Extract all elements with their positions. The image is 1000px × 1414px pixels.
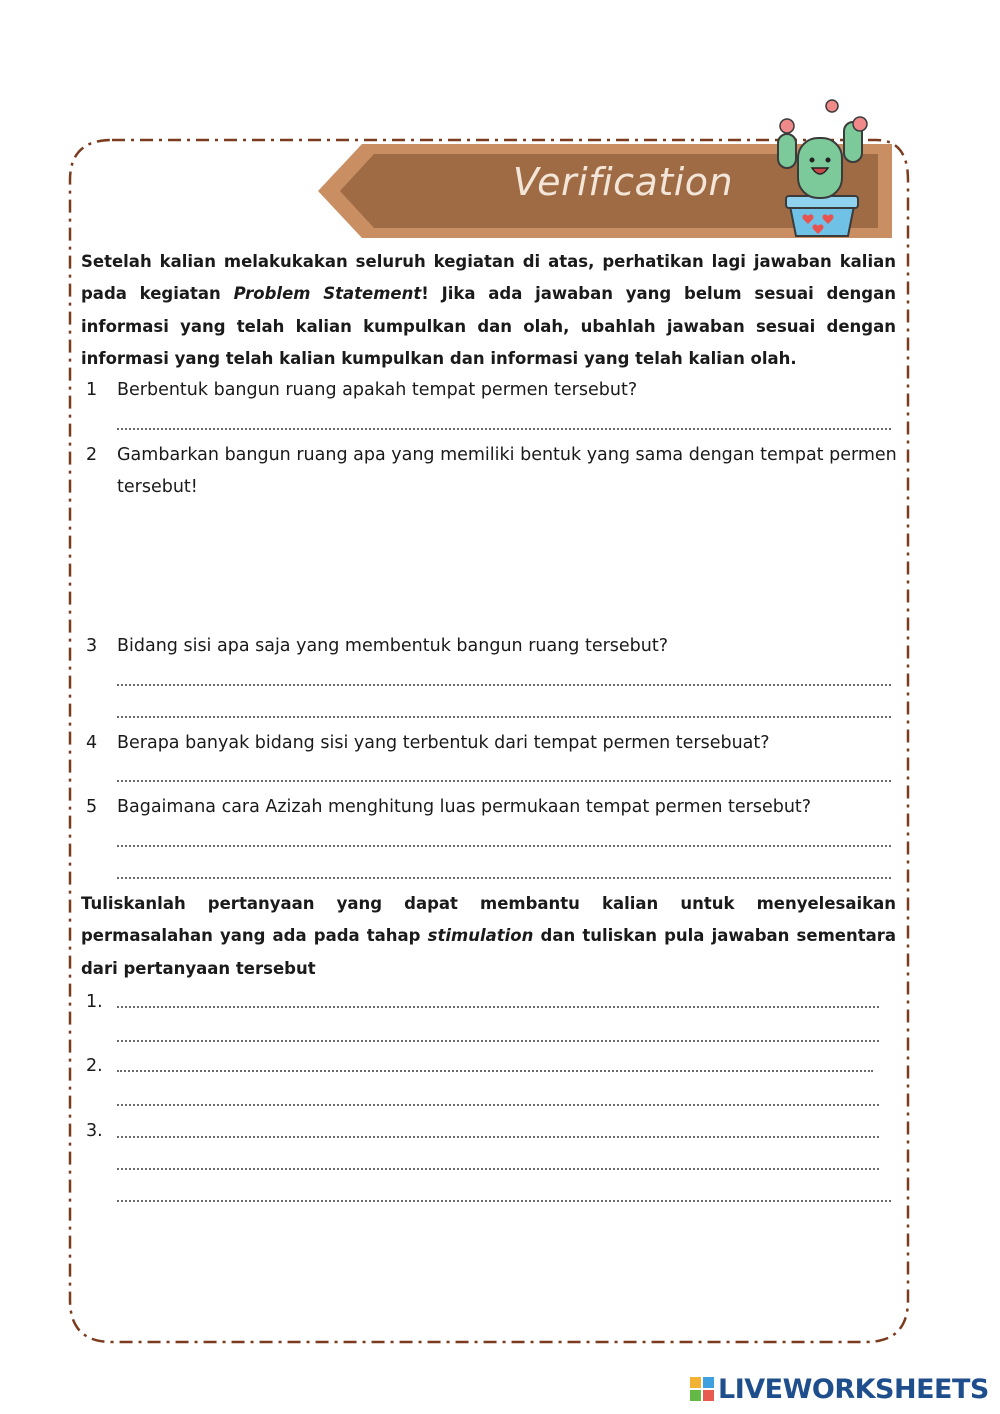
prompt-emphasis: stimulation [427,926,534,946]
answer-line[interactable] [117,780,891,782]
drawing-area[interactable] [117,510,897,620]
answer-line[interactable] [117,1104,879,1106]
instruction-text: ! Jika ada jawaban yang belum sesuai dengan informasi yang telah kalian kumpulkan dan olah, ubahlah jawaban sesuai dengan informasi yang telah kalian kumpulkan dan informasi yang telah kalian olah. [81,284,896,368]
page-title: Verification [512,160,734,204]
question-number: 1 [86,380,98,400]
answer-line[interactable] [117,684,891,686]
answer-line[interactable] [117,1200,891,1202]
logo-mark-icon [690,1377,714,1401]
brand-name: LIVEWORKSHEETS [718,1373,989,1405]
question-number: 3 [86,636,98,656]
answer-line[interactable] [117,428,891,430]
cactus-icon [768,98,876,238]
answer-line[interactable] [117,1040,879,1042]
instruction-emphasis: Problem Statement [233,284,422,304]
question-number: 5 [86,797,98,817]
answer-number: 2. [86,1056,103,1076]
prompt-paragraph [81,888,896,985]
question-number: 2 [86,445,98,465]
question-text: Berbentuk bangun ruang apakah tempat permen tersebut? [117,380,638,400]
prompt-text: Tuliskanlah pertanyaan yang dapat membantu kalian untuk menyelesaikan permasalahan yang ada pada tahap [81,894,896,946]
instruction-text: Setelah kalian melakukakan seluruh kegiatan di atas, perhatikan lagi jawaban kalian pada kegiatan [81,252,896,304]
answer-line[interactable] [117,877,891,879]
question-text: Berapa banyak bidang sisi yang terbentuk dari tempat permen tersebuat? [117,733,770,753]
answer-number: 1. [86,992,103,1012]
answer-line[interactable] [117,1168,879,1170]
answer-line[interactable] [117,845,891,847]
question-number: 4 [86,733,98,753]
answer-line[interactable] [117,1070,873,1072]
answer-line[interactable] [117,1006,879,1008]
question-text: Bidang sisi apa saja yang membentuk bangun ruang tersebut? [117,636,669,656]
prompt-text: dan tuliskan pula jawaban sementara dari pertanyaan tersebut [81,926,896,978]
question-text: Gambarkan bangun ruang apa yang memiliki bentuk yang sama dengan tempat permen tersebut! [117,445,897,497]
answer-line[interactable] [117,716,891,718]
answer-number: 3. [86,1121,103,1141]
question-text: Bagaimana cara Azizah menghitung luas permukaan tempat permen tersebut? [117,797,812,817]
answer-line[interactable] [117,1136,879,1138]
instruction-paragraph [81,246,896,375]
liveworksheets-logo [690,1372,989,1406]
